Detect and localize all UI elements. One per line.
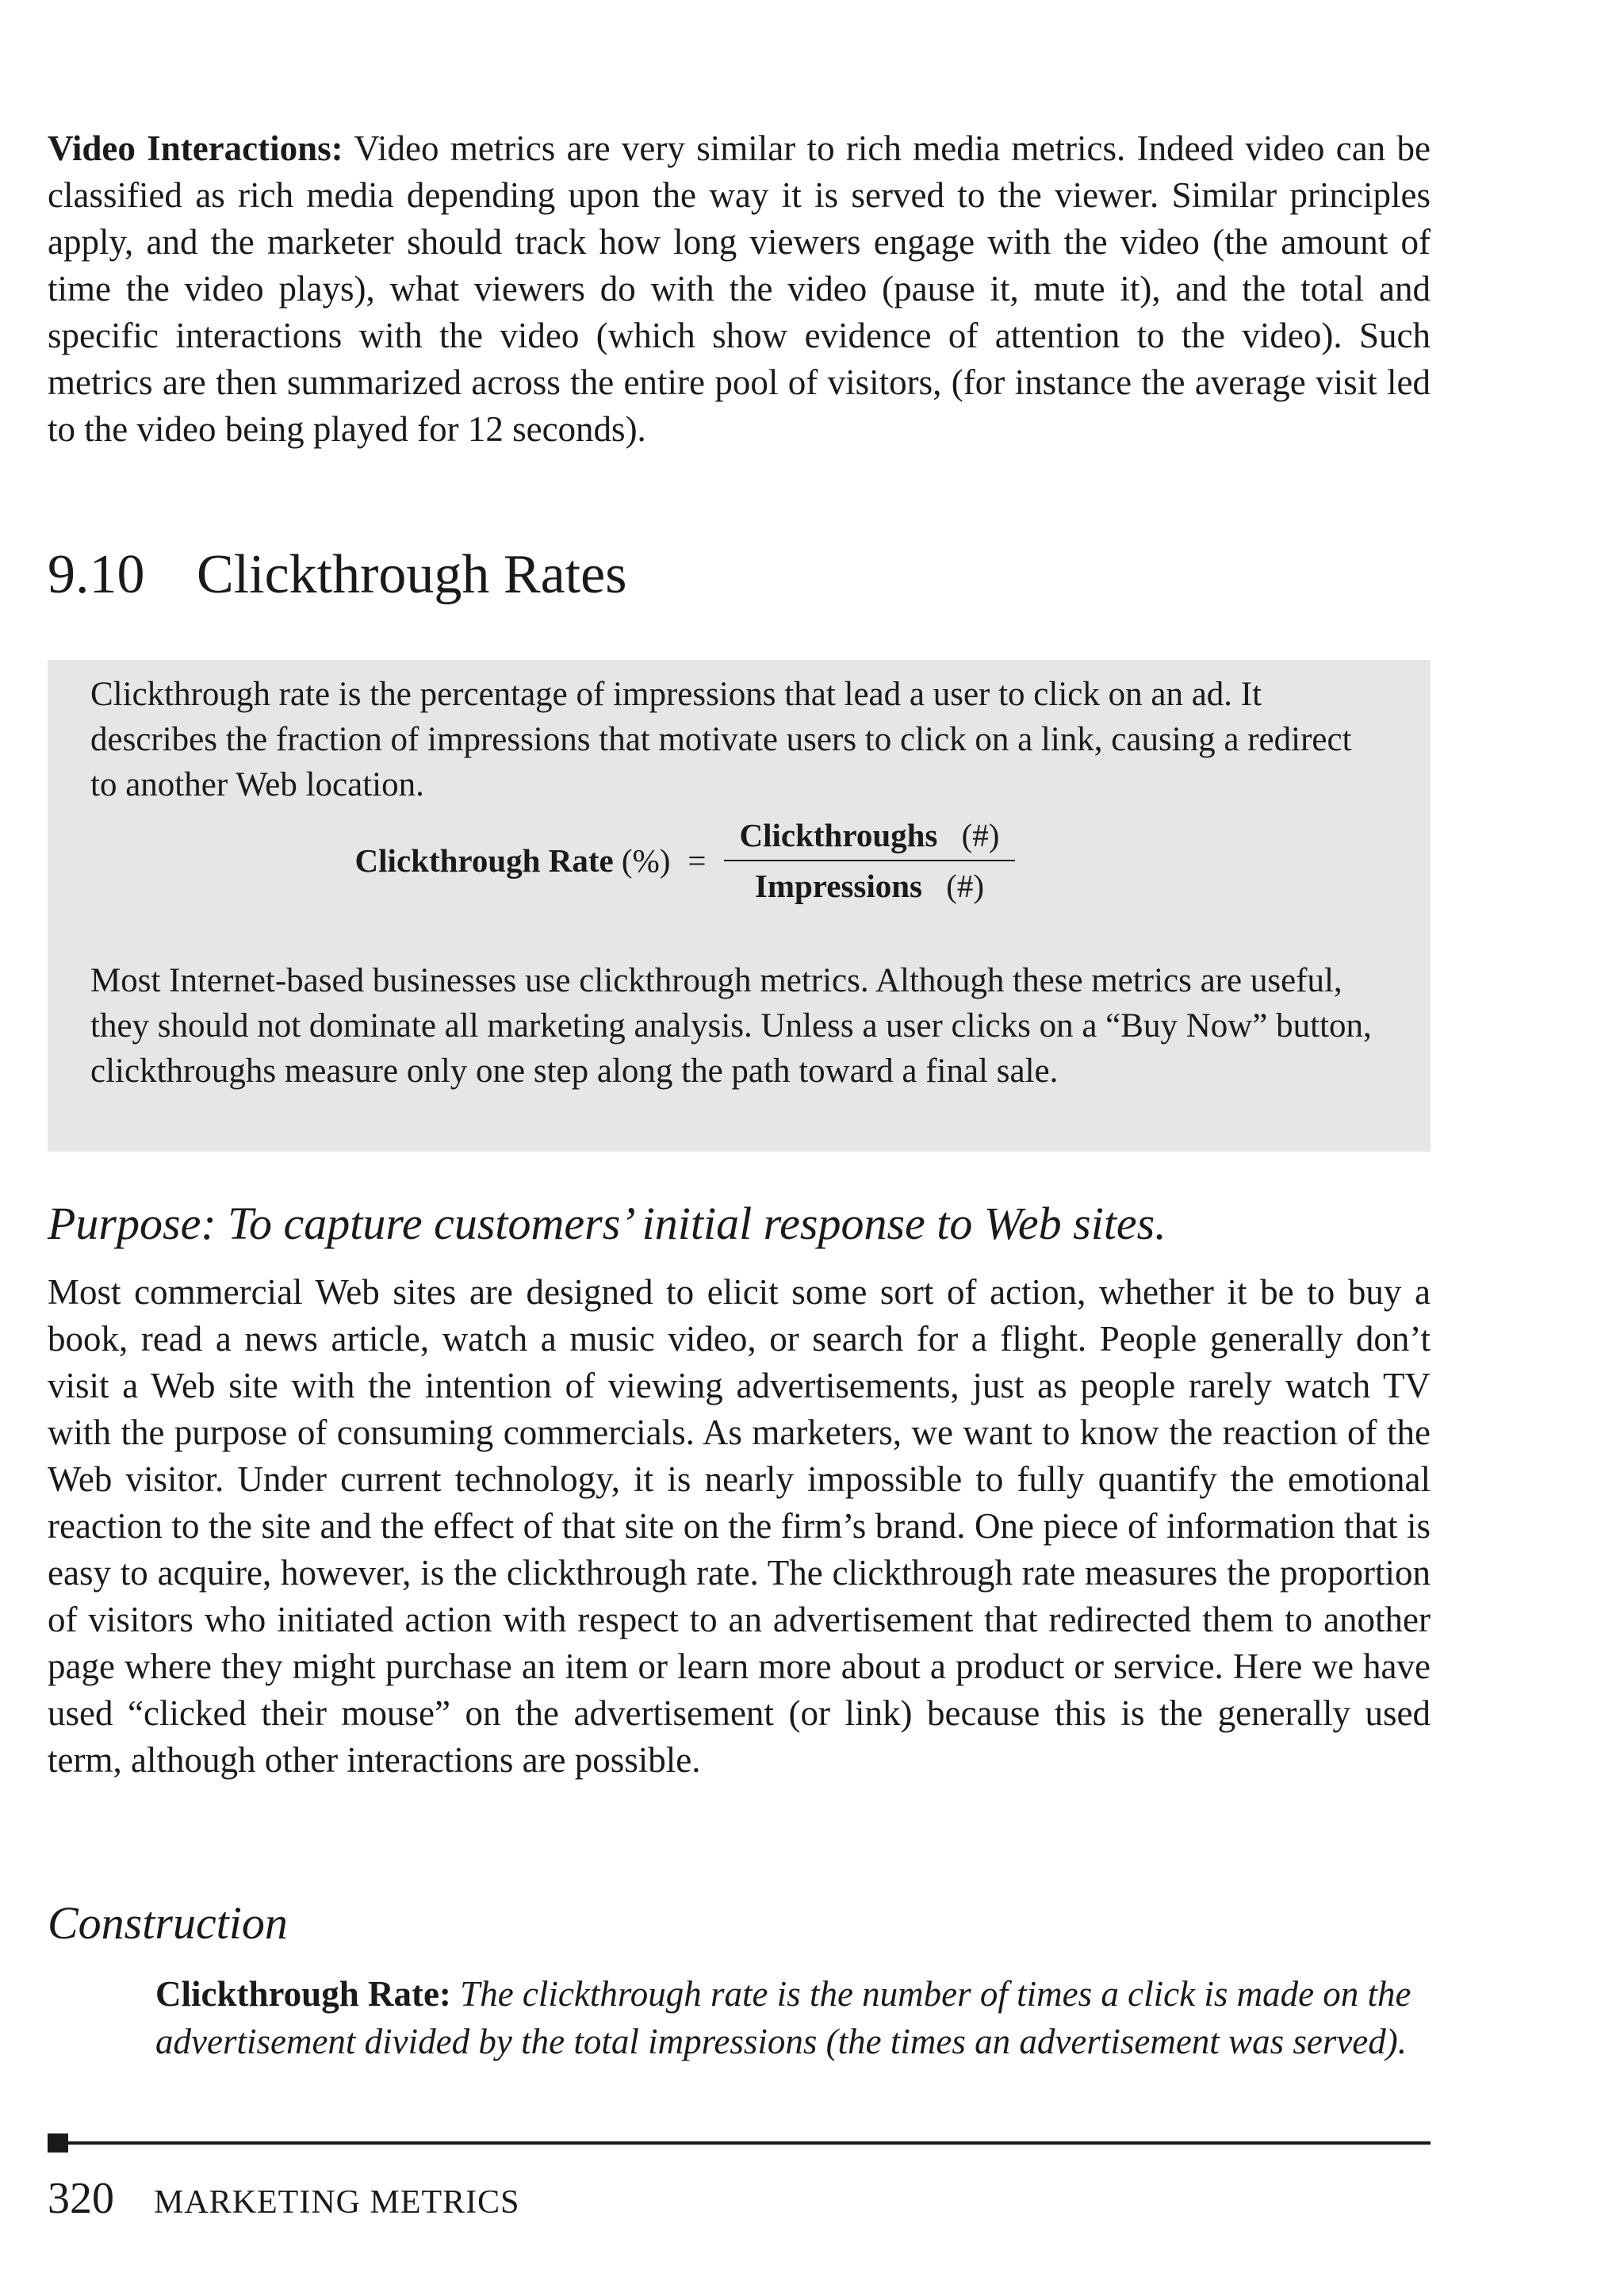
construction-heading: Construction [48,1897,288,1949]
formula-lhs [355,841,671,880]
section-heading [48,543,1431,607]
construction-definition [155,1970,1456,2065]
definition-note: Most Internet-based businesses use clickthrough metrics. Although these metrics are useful, they should not dominate all marketing analysis. Unless a user clicks on a “Buy Now” button, clickthroughs measure only one step along the path toward a final sale. [90,962,1372,1090]
footer-rule [48,2141,1431,2145]
clickthrough-formula [90,811,1383,910]
video-interactions-paragraph [48,125,1431,453]
formula-numerator [724,811,1016,861]
video-interactions-text: Video metrics are very similar to rich media metrics. Indeed video can be classified as rich media depending upon the way it is served to the viewer. Similar principles apply, and the marketer should track how long viewers engage with the video (the amount of time the video plays), what viewers do with the video (pause it, mute it), and the total and specific interactions with the video (which show evidence of attention to the video). Such metrics are then summarized across the entire pool of visitors, (for instance the average visit led to the video being played for 12 seconds). [48,128,1431,449]
construction-definition-text: The clickthrough rate is the number of times a click is made on the advertisement divided by the total impressions (the times an advertisement was served). [155,1974,1411,2061]
definition-intro: Clickthrough rate is the percentage of impressions that lead a user to click on an ad. It describes the fraction of impressions that motivate users to click on a link, causing a redirect to another Web location. [90,676,1352,803]
formula-equals: = [688,842,707,879]
formula-numerator-label: Clickthroughs [739,817,938,853]
purpose-paragraph: Most commercial Web sites are designed to elicit some sort of action, whether it be to buy a book, read a news article, watch a music video, or search for a flight. People generally don’t visit a Web site with the intention of viewing advertisements, just as people rarely watch TV with the purpose of consuming commercials. As marketers, we want to know the reaction of the Web visitor. Under current technology, it is nearly impossible to fully quantify the emotional reaction to the site and the effect of that site on the firm’s brand. One piece of information that is easy to acquire, however, is the clickthrough rate. The clickthrough rate measures the proportion of visitors who initiated action with respect to an advertisement that redirected them to another page where they might purchase an item or learn more about a product or service. Here we have used “clicked their mouse” on the advertisement (or link) because this is the generally used term, although other interactions are possible. [48,1272,1431,1780]
page-number: 320 [48,2174,114,2223]
video-interactions-label: Video Interactions: [48,128,343,168]
formula-denominator-unit: (#) [946,868,985,904]
section-number: 9.10 [48,544,145,605]
page-footer [48,2173,1431,2224]
purpose-heading: Purpose: To capture customers’ initial response to Web sites. [48,1198,1166,1249]
formula-lhs-label: Clickthrough Rate [354,842,614,879]
running-title: MARKETING METRICS [154,2184,520,2221]
construction-term: Clickthrough Rate: [155,1974,451,2014]
definition-box [48,660,1431,1152]
formula-lhs-unit: (%) [621,842,671,879]
formula-numerator-unit: (#) [961,817,1000,853]
formula-fraction [724,811,1016,910]
formula-denominator-label: Impressions [754,868,923,904]
formula-denominator [739,861,1000,910]
section-title: Clickthrough Rates [197,544,627,605]
